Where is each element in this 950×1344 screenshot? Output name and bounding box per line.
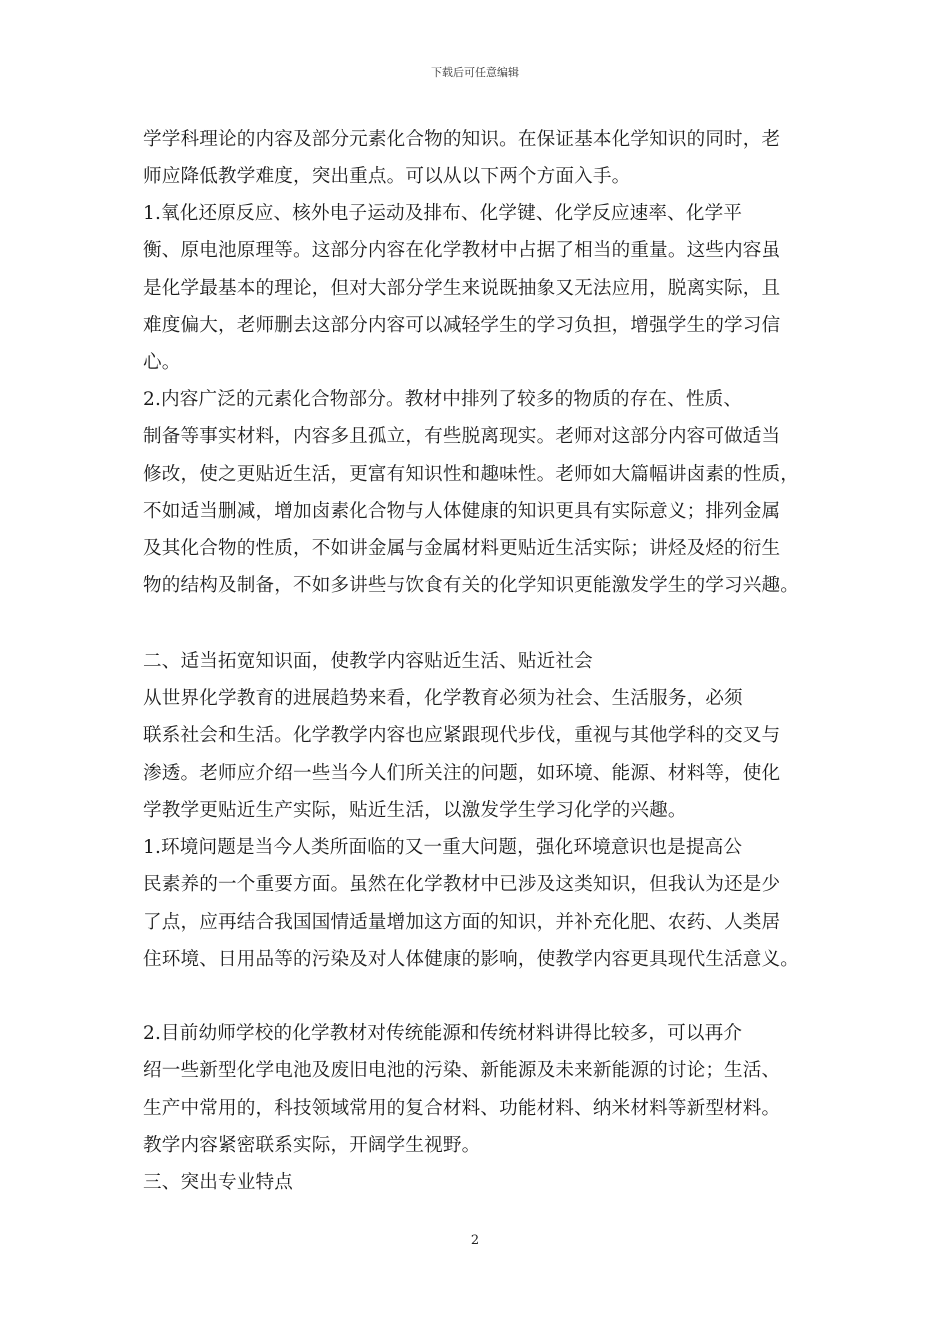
paragraph-item-1-environment: [143, 829, 811, 978]
page-number: 2: [470, 1233, 480, 1248]
text-line: 1.环境问题是当今人类所面临的又一重大问题，强化环境意识也是提高公: [143, 837, 743, 858]
text-line: 民素养的一个重要方面。虽然在化学教材中已涉及这类知识，但我认为还是少: [143, 874, 781, 896]
paragraph-item-1-theory: [143, 195, 811, 381]
text-line: 心。: [143, 352, 181, 374]
text-line: 从世界化学教育的进展趋势来看，化学教育必须为社会、生活服务，必须: [143, 688, 743, 709]
text-line: 及其化合物的性质，不如讲金属与金属材料更贴近生活实际；讲烃及烃的衍生: [143, 538, 781, 560]
text-line: 制备等事实材料，内容多且孤立，有些脱离现实。老师对这部分内容可做适当: [143, 426, 781, 448]
section-heading-2: [143, 643, 811, 680]
text-line: 联系社会和生活。化学教学内容也应紧跟现代步伐，重视与其他学科的交叉与: [143, 725, 781, 747]
text-line: 1.氧化还原反应、核外电子运动及排布、化学键、化学反应速率、化学平: [143, 203, 743, 224]
paragraph-continuation: [143, 121, 811, 196]
text-line: 师应降低教学难度，突出重点。可以从以下两个方面入手。: [143, 166, 631, 188]
text-line: 衡、原电池原理等。这部分内容在化学教材中占据了相当的重量。这些内容虽: [143, 240, 781, 262]
text-line: 物的结构及制备，不如多讲些与饮食有关的化学知识更能激发学生的学习兴趣。: [143, 575, 800, 597]
text-line: 学教学更贴近生产实际，贴近生活，以激发学生学习化学的兴趣。: [143, 799, 687, 821]
text-line: 绍一些新型化学电池及废旧电池的污染、新能源及未来新能源的讨论；生活、: [143, 1060, 781, 1082]
text-line: 2.内容广泛的元素化合物部分。教材中排列了较多的物质的存在、性质、: [143, 389, 743, 410]
text-line: 渗透。老师应介绍一些当今人们所关注的问题，如环境、能源、材料等，使化: [143, 762, 781, 784]
paragraph-trend: [143, 680, 811, 829]
paragraph-item-2-energy: [143, 1015, 811, 1164]
text-line: 难度偏大，老师删去这部分内容可以减轻学生的学习负担，增强学生的学习信: [143, 314, 781, 336]
heading-line: 三、突出专业特点: [143, 1172, 293, 1193]
text-line: 了点，应再结合我国国情适量增加这方面的知识，并补充化肥、农药、人类居: [143, 911, 781, 933]
text-line: 是化学最基本的理论，但对大部分学生来说既抽象又无法应用，脱离实际，且: [143, 277, 781, 299]
text-line: 学学科理论的内容及部分元素化合物的知识。在保证基本化学知识的同时，老: [143, 129, 781, 150]
text-line: 不如适当删减，增加卤素化合物与人体健康的知识更具有实际意义；排列金属: [143, 500, 781, 522]
paragraph-item-2-elements: [143, 381, 811, 605]
text-line: 住环境、日用品等的污染及对人体健康的影响，使教学内容更具现代生活意义。: [143, 948, 800, 970]
text-line: 2.目前幼师学校的化学教材对传统能源和传统材料讲得比较多，可以再介: [143, 1023, 743, 1044]
text-line: 生产中常用的，科技领域常用的复合材料、功能材料、纳米材料等新型材料。: [143, 1097, 781, 1119]
header-note: 下载后可任意编辑: [431, 66, 519, 79]
heading-line: 二、适当拓宽知识面，使教学内容贴近生活、贴近社会: [143, 651, 593, 672]
text-line: 教学内容紧密联系实际，开阔学生视野。: [143, 1134, 481, 1156]
section-heading-3: [143, 1164, 811, 1201]
text-line: 修改，使之更贴近生活，更富有知识性和趣味性。老师如大篇幅讲卤素的性质，: [143, 463, 800, 485]
